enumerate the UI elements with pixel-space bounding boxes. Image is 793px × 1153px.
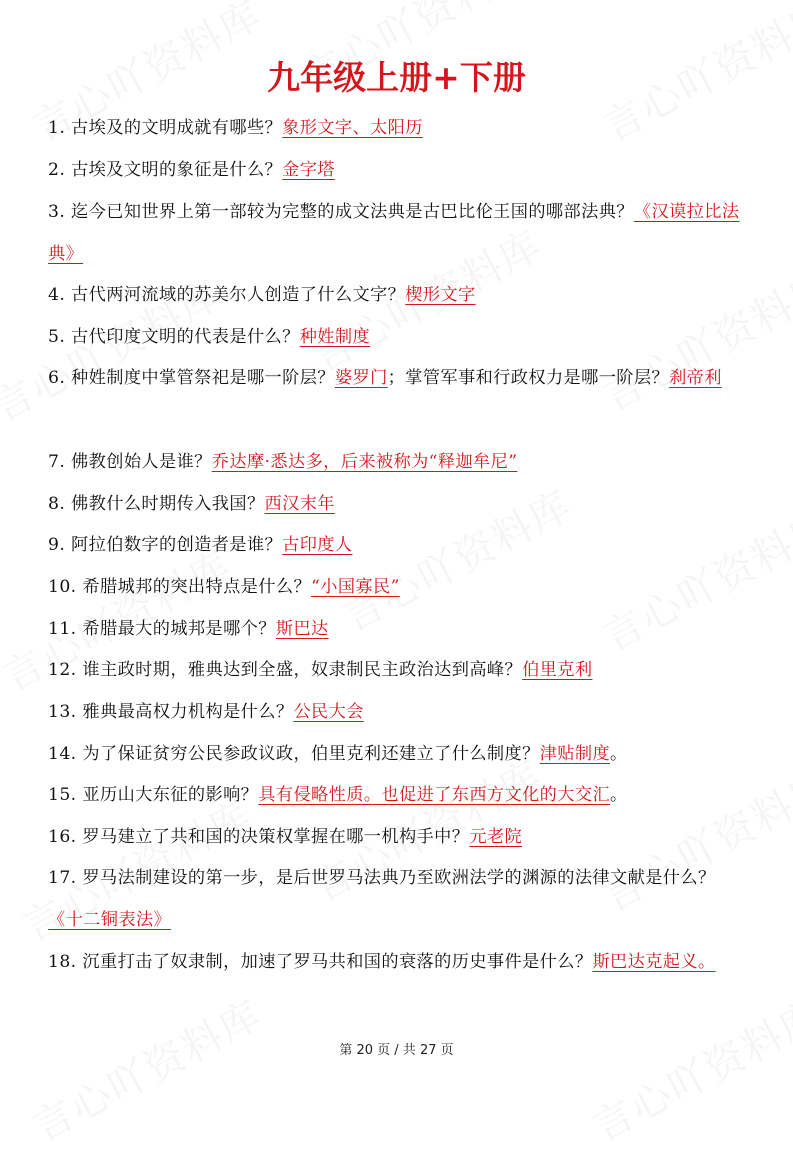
- answer-text: 公民大会: [293, 702, 364, 722]
- watermark: [581, 984, 793, 1153]
- page-number: 第 20 页 / 共 27 页: [339, 1043, 454, 1058]
- question-text: 16. 罗马建立了共和国的决策权掌握在哪一机构手中？: [48, 827, 470, 847]
- question-text: 17. 罗马法制建设的第一步，是后世罗马法典乃至欧洲法学的渊源的法律文献是什么？: [48, 868, 716, 888]
- question-text: 10. 希腊城邦的突出特点是什么？: [48, 577, 312, 597]
- answer-text: 楔形文字: [405, 285, 476, 305]
- page-title: 九年级上册+下册: [267, 58, 526, 97]
- answer-text: 刹帝利: [669, 368, 722, 388]
- answer-text: 《十二铜表法》: [48, 909, 172, 930]
- question-text: 18. 沉重打击了奴隶制，加速了罗马共和国的衰落的历史事件是什么？: [48, 952, 593, 972]
- answer-text: 《汉谟拉比法典》: [48, 202, 740, 264]
- answer-text: 伯里克利: [522, 660, 593, 680]
- question-item: [48, 650, 745, 692]
- question-item: 15. 亚历山大东征的影响？具有侵略性质。也促进了东西方文化的大交汇。: [48, 785, 628, 805]
- question-text: 5. 古代印度文明的代表是什么？: [48, 327, 300, 347]
- question-text: 3. 迄今已知世界上第一部较为完整的成文法典是古巴比伦王国的哪部法典？: [48, 202, 634, 222]
- question-text: 14. 为了保证贫穷公民参政议政，伯里克利还建立了什么制度？: [48, 744, 540, 764]
- answer-text: 古印度人: [282, 535, 353, 555]
- answer-text: 种姓制度: [299, 327, 371, 347]
- question-item: [48, 442, 745, 484]
- answer-text: 斯巴达克起义。: [592, 952, 716, 972]
- question-item: [48, 192, 745, 275]
- question-text: 8. 佛教什么时期传入我国？: [48, 494, 265, 514]
- question-item: [48, 858, 745, 941]
- question-text: ；掌管军事和行政权力是哪一阶层？: [387, 368, 670, 388]
- answer-text: 元老院: [469, 827, 523, 847]
- question-text: 7. 佛教创始人是谁？: [48, 452, 212, 472]
- question-item: [48, 150, 745, 192]
- question-text: 2. 古埃及文明的象征是什么？: [48, 160, 283, 180]
- answer-text: 婆罗门: [334, 368, 388, 388]
- watermark: [21, 984, 270, 1153]
- question-item: [48, 358, 745, 400]
- question-text: 6. 种姓制度中掌管祭祀是哪一阶层？: [48, 368, 335, 388]
- answer-text: 西汉末年: [264, 494, 335, 514]
- answer-text: “小国寡民”: [311, 577, 400, 597]
- answer-text: 斯巴达: [275, 619, 329, 639]
- question-item: [48, 484, 745, 526]
- question-item: [48, 275, 745, 317]
- question-item: [48, 942, 745, 984]
- question-text: 13. 雅典最高权力机构是什么？: [48, 702, 294, 722]
- answer-text: 金字塔: [282, 160, 335, 180]
- answer-text: 象形文字、太阳历: [282, 118, 423, 138]
- question-text: 11. 希腊最大的城邦是哪个？: [48, 619, 276, 639]
- question-text: 1. 古埃及的文明成就有哪些？: [48, 118, 283, 138]
- question-text: 15. 亚历山大东征的影响？: [48, 785, 259, 805]
- question-item: 14. 为了保证贫穷公民参政议政，伯里克利还建立了什么制度？津贴制度。: [48, 744, 628, 764]
- answer-text: 乔达摩·悉达多，后来被称为“释迦牟尼”: [211, 452, 518, 472]
- question-item: [48, 525, 745, 567]
- question-item: [48, 609, 745, 651]
- answer-text: 具有侵略性质。也促进了东西方文化的大交汇: [258, 785, 611, 805]
- answer-text: 津贴制度: [539, 744, 611, 764]
- question-item: [48, 692, 745, 734]
- question-text: 9. 阿拉伯数字的创造者是谁？: [48, 535, 283, 555]
- question-text: 12. 谁主政时期，雅典达到全盛，奴隶制民主政治达到高峰？: [48, 660, 523, 680]
- question-item: [48, 567, 745, 609]
- question-item: [48, 317, 745, 359]
- question-item: [48, 817, 745, 859]
- question-text: 4. 古代两河流域的苏美尔人创造了什么文字？: [48, 285, 406, 305]
- question-item: [48, 108, 745, 150]
